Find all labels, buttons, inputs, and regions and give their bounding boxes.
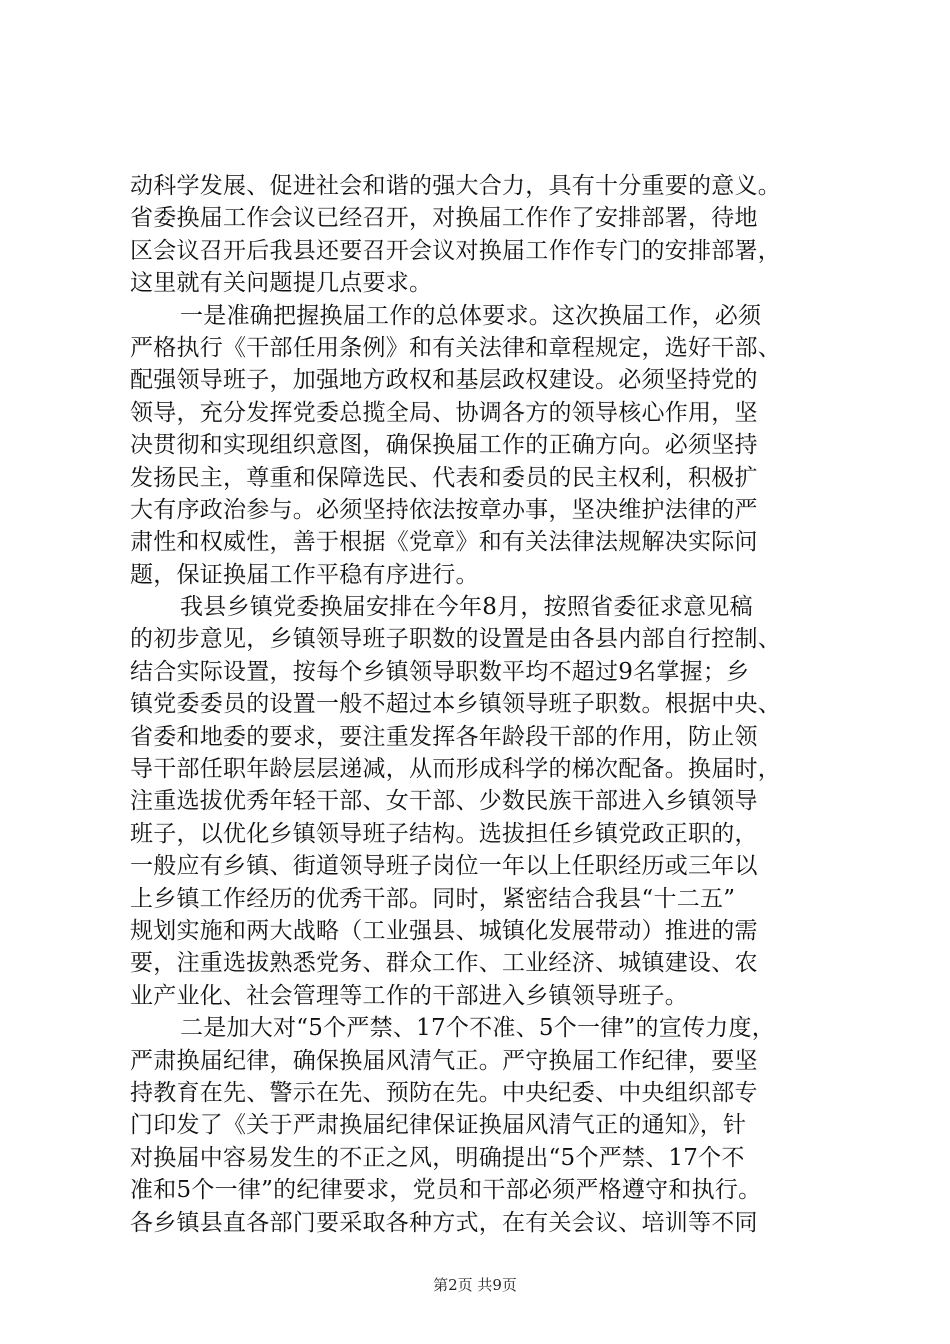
text-line: 配强领导班子，加强地方政权和基层政权建设。必须坚持党的 [130,367,758,394]
text-line: 动科学发展、促进社会和谐的强大合力，具有十分重要的意义。 [130,173,781,199]
text-line: 上乡镇工作经历的优秀干部。同时，紧密结合我县“十二五” [130,885,736,912]
text-line: 这里就有关问题提几点要求。 [130,270,433,297]
text-line: 二是加大对“5个严禁、17个不准、5个一律”的宣传力度， [180,1015,776,1042]
text-line: 规划实施和两大战略（工业强县、城镇化发展带动）推进的需 [130,917,758,944]
text-line: 一般应有乡镇、街道领导班子岗位一年以上任职经历或三年以 [130,853,758,880]
text-line: 导干部任职年龄层层递减，从而形成科学的梯次配备。换届时， [130,756,781,783]
text-line: 门印发了《关于严肃换届纪律保证换届风清气正的通知》，针 [130,1112,747,1139]
text-line: 班子，以优化乡镇领导班子结构。选拔担任乡镇党政正职的， [130,820,758,847]
text-line: 镇党委委员的设置一般不超过本乡镇领导班子职数。根据中央、 [130,691,781,718]
text-line: 我县乡镇党委换届安排在今年8月，按照省委征求意见稿 [180,594,753,621]
text-line: 省委和地委的要求，要注重发挥各年龄段干部的作用，防止领 [130,723,758,750]
text-line: 各乡镇县直各部门要采取各种方式，在有关会议、培训等不同 [130,1209,758,1236]
text-line: 注重选拔优秀年轻干部、女干部、少数民族干部进入乡镇领导 [130,788,758,815]
document-body [130,170,830,1239]
text-line: 肃性和权威性，善于根据《党章》和有关法律法规解决实际问 [130,529,758,556]
text-line: 领导，充分发挥党委总揽全局、协调各方的领导核心作用，坚 [130,399,758,426]
text-line: 准和5个一律”的纪律要求，党员和干部必须严格遵守和执行。 [130,1177,762,1204]
text-line: 大有序政治参与。必须坚持依法按章办事，坚决维护法律的严 [130,496,758,523]
text-line: 对换届中容易发生的不正之风，明确提出“5个严禁、17个不 [130,1144,745,1171]
text-line: 结合实际设置，按每个乡镇领导职数平均不超过9名掌握；乡 [130,658,750,685]
text-line: 的初步意见，乡镇领导班子职数的设置是由各县内部自行控制、 [130,626,781,653]
text-line: 区会议召开后我县还要召开会议对换届工作作专门的安排部署， [130,237,781,264]
text-line: 持教育在先、警示在先、预防在先。中央纪委、中央组织部专 [130,1079,758,1106]
text-line: 要，注重选拔熟悉党务、群众工作、工业经济、城镇建设、农 [130,950,758,977]
text-line: 严肃换届纪律，确保换届风清气正。严守换届工作纪律，要坚 [130,1047,758,1074]
text-line: 发扬民主，尊重和保障选民、代表和委员的民主权利，积极扩 [130,464,758,491]
text-line: 一是准确把握换届工作的总体要求。这次换届工作，必须 [180,302,762,329]
text-line: 省委换届工作会议已经召开，对换届工作作了安排部署，待地 [130,205,758,232]
text-line: 决贯彻和实现组织意图，确保换届工作的正确方向。必须坚持 [130,432,758,459]
text-line: 严格执行《干部任用条例》和有关法律和章程规定，选好干部、 [130,334,781,361]
text-line: 题，保证换届工作平稳有序进行。 [130,561,479,588]
page-footer: 第2页 共9页 [433,1276,517,1294]
text-line: 业产业化、社会管理等工作的干部进入乡镇领导班子。 [130,982,688,1009]
